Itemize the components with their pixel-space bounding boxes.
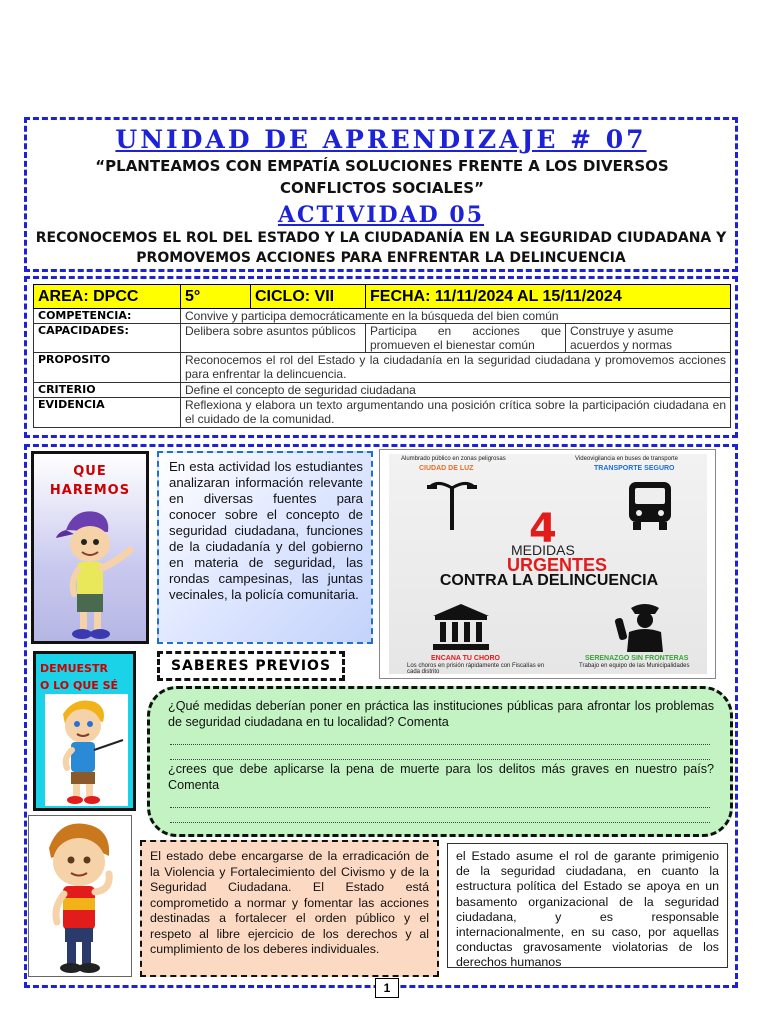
- proposito-label: PROPOSITO: [34, 353, 181, 383]
- demuestro-image-frame: [45, 694, 128, 806]
- criterio-value: Define el concepto de seguridad ciudadana: [181, 383, 731, 398]
- capacidades-row: [34, 324, 731, 353]
- area-cell: AREA: DPCC: [34, 285, 181, 309]
- security-guard-icon: [615, 600, 675, 652]
- question-2: ¿crees que debe aplicarse la pena de muerte para los delitos más graves en nuestro país? Comenta: [168, 762, 714, 792]
- poster-caption-top-left: Alumbrado público en zonas peligrosas: [401, 456, 506, 462]
- poster-inner: [389, 454, 707, 674]
- cycle-cell: CICLO: VII: [251, 285, 366, 309]
- info-table: [33, 284, 731, 428]
- capacidad-1: Delibera sobre asuntos públicos: [181, 324, 366, 353]
- boy-with-pointer-illustration: [45, 694, 128, 806]
- demuestro-line2: O LO QUE SÉ: [40, 679, 119, 692]
- criterio-label: CRITERIO: [34, 383, 181, 398]
- poster-line1: MEDIDAS: [511, 542, 575, 558]
- poster-tag-top-right: TRANSPORTE SEGURO: [594, 465, 675, 472]
- demuestro-line1: DEMUESTR: [40, 662, 108, 675]
- capacidad-3: Construye y asume acuerdos y normas: [566, 324, 731, 353]
- evidencia-row: [34, 398, 731, 428]
- evidencia-label: EVIDENCIA: [34, 398, 181, 428]
- question-1: ¿Qué medidas deberían poner en práctica las instituciones públicas para afrontar los problemas de seguridad ciudadana en tu localidad? Comenta: [168, 699, 714, 729]
- capacidades-label: CAPACIDADES:: [34, 324, 181, 353]
- date-cell: FECHA: 11/11/2024 AL 15/11/2024: [366, 285, 731, 309]
- poster-caption-bottom-right: Trabajo en equipo de las Municipalidades: [579, 663, 690, 669]
- poster-tag-top-left: CIUDAD DE LUZ: [419, 465, 474, 472]
- page-number: 1: [375, 978, 399, 998]
- poster-caption-bottom-left: Los choros en prisión rápidamente con Fiscalías en cada distrito: [407, 663, 545, 675]
- poster-line2: URGENTES: [507, 555, 608, 575]
- info-header-row: [34, 285, 731, 309]
- saberes-previos-title: SABERES PREVIOS: [157, 651, 345, 681]
- que-haremos-line2: HAREMOS: [49, 483, 131, 498]
- answer-line-4[interactable]: [170, 808, 710, 823]
- bus-icon: [625, 480, 675, 532]
- street-lamp-icon: [427, 476, 477, 532]
- boy-pointing-illustration: [44, 502, 139, 642]
- criterio-row: [34, 383, 731, 398]
- capacidad-2: Participa en acciones que promueven el bienestar común: [366, 324, 566, 353]
- unit-title: UNIDAD DE APRENDIZAJE # 07: [115, 125, 647, 154]
- poster-tag-bottom-left: ENCANA TU CHORO: [431, 655, 500, 662]
- activity-subtitle: RECONOCEMOS EL ROL DEL ESTADO Y LA CIUDADANÍA EN LA SEGURIDAD CIUDADANA Y PROMOVEMOS ACCIONES PARA ENFRENTAR LA DELINCUENCIA: [35, 230, 727, 266]
- state-guarantor-text-box: el Estado asume el rol de garante primigenio de la seguridad ciudadana, en cuanto la estructura política del Estado se apoya en un basamento organizacional de la seguridad ciudadana, y es responsable internacionalmente, en su caso, por aquellas conductas gravosamente violatorias de los derechos humanos: [447, 843, 728, 968]
- que-haremos-line1: QUE: [73, 464, 107, 479]
- que-haremos-title: [34, 462, 146, 500]
- grade-cell: 5°: [181, 285, 251, 309]
- intro-text-box: [157, 451, 373, 644]
- answer-line-1[interactable]: [170, 730, 710, 745]
- header-box: [24, 117, 738, 272]
- demuestro-panel: [33, 651, 136, 811]
- competencia-value: Convive y participa democráticamente en la búsqueda del bien común: [181, 309, 731, 324]
- boy-thinking-illustration: [29, 816, 133, 978]
- evidencia-value: Reflexiona y elabora un texto argumentando una posición crítica sobre la participación ciudadana en el cuidado de la comunidad.: [181, 398, 731, 428]
- intro-text: En esta actividad los estudiantes analizaran información relevante en diversas fuentes para conocer sobre el concepto de seguridad ciudadana, funciones de la ciudadanía y del gobierno en materia de seguridad, las rondas campesinas, las juntas vecinales, la policía comunitaria.: [169, 459, 363, 602]
- state-role-text-box: El estado debe encargarse de la erradicación de la Violencia y Fortalecimiento del Civismo y de la Seguridad Ciudadana. El Estado está comprometido a normar y fomentar las acciones destinadas a fortalecer el orden público y el respeto al libre ejercicio de los derechos y al cumplimiento de los deberes individuales.: [140, 840, 439, 977]
- proposito-value: Reconocemos el rol del Estado y la ciudadanía en la seguridad ciudadana y promovemos acciones para enfrentar la delincuencia.: [181, 353, 731, 383]
- unit-subtitle: “PLANTEAMOS CON EMPATÍA SOLUCIONES FRENTE A LOS DIVERSOS CONFLICTOS SOCIALES”: [95, 157, 669, 197]
- competencia-row: [34, 309, 731, 324]
- poster-line3: CONTRA LA DELINCUENCIA: [439, 572, 659, 589]
- activity-title: ACTIVIDAD 05: [277, 202, 485, 228]
- proposito-row: [34, 353, 731, 383]
- questions-box: [147, 686, 733, 837]
- demuestro-title: [40, 660, 136, 694]
- kid-image-frame: [28, 815, 132, 977]
- info-box: [24, 276, 738, 438]
- courthouse-icon: [431, 602, 491, 652]
- poster-number: 4: [529, 506, 557, 552]
- measures-poster: [379, 449, 716, 679]
- answer-line-2[interactable]: [170, 745, 710, 760]
- competencia-label: COMPETENCIA:: [34, 309, 181, 324]
- poster-caption-top-right: Videovigilancia en buses de transporte: [575, 456, 678, 462]
- answer-line-3[interactable]: [170, 793, 710, 808]
- que-haremos-panel: [31, 451, 149, 644]
- poster-tag-bottom-right: SERENAZGO SIN FRONTERAS: [585, 655, 689, 662]
